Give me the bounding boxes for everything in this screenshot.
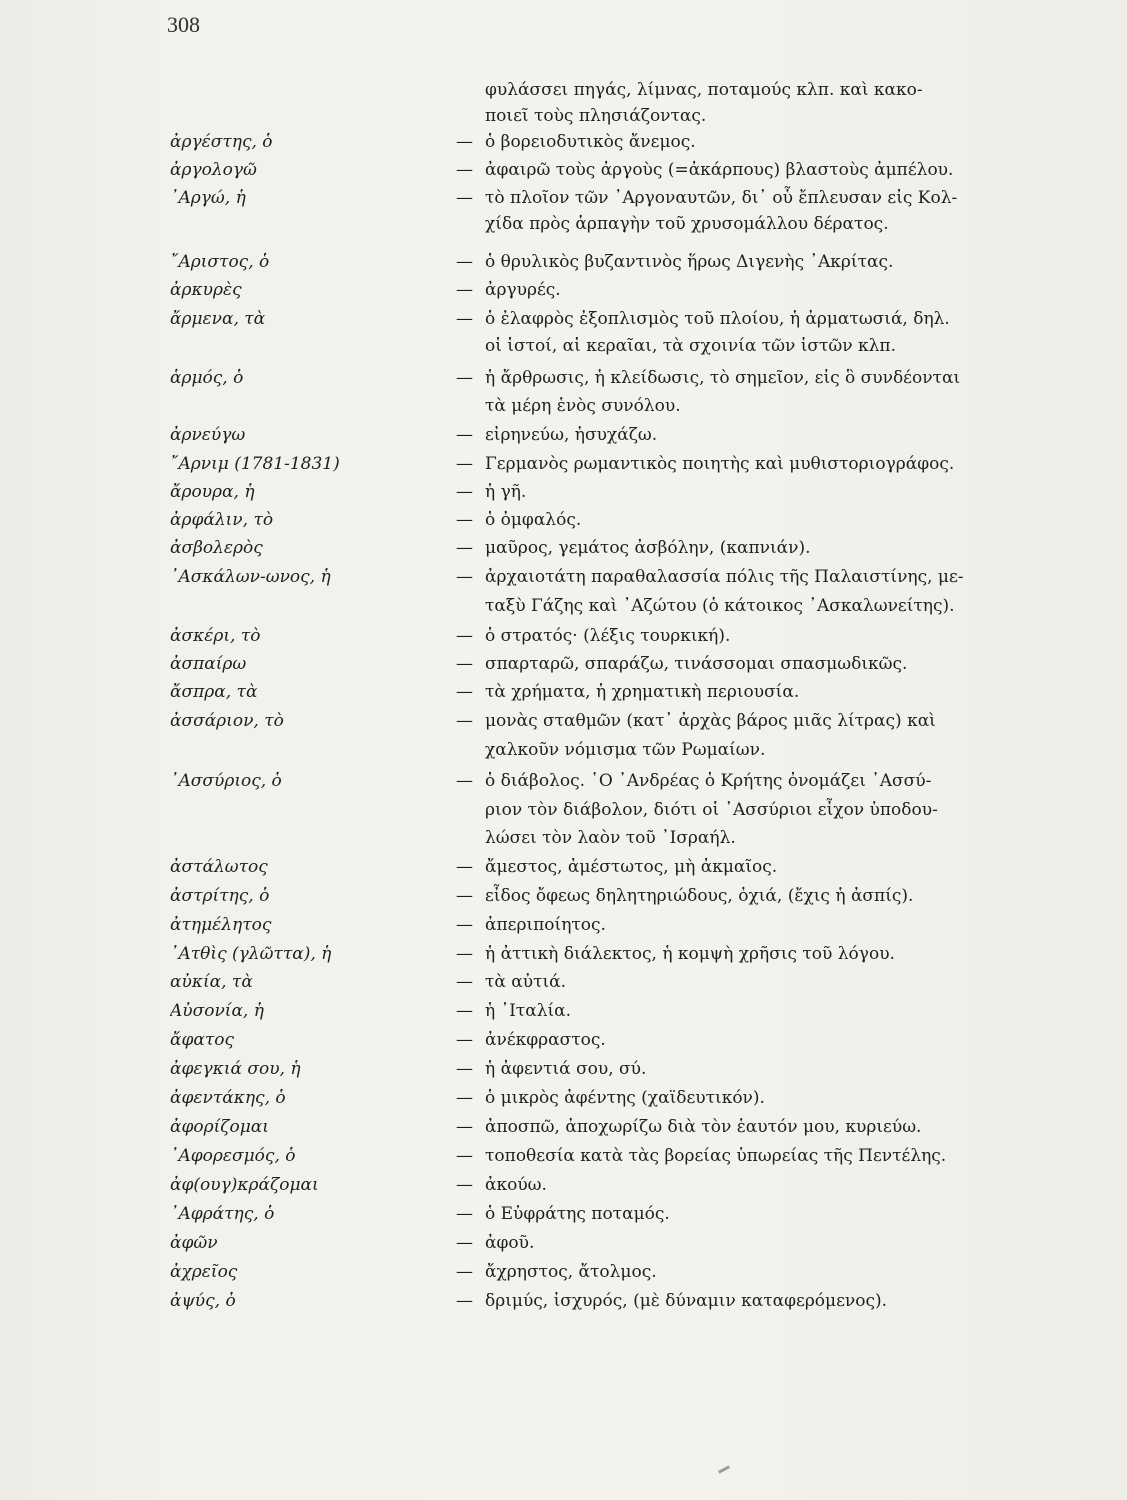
- headword: ἀστρίτης, ὁ: [170, 886, 270, 906]
- headword: ἀρκυρὲς: [170, 280, 242, 300]
- dash: —: [456, 654, 473, 674]
- definition-line: τὰ μέρη ἑνὸς συνόλου.: [485, 396, 681, 416]
- definition-line: ὁ ἐλαφρὸς ἐξοπλισμὸς τοῦ πλοίου, ἡ ἀρματωσιά, δηλ.: [485, 309, 950, 329]
- definition-line: ὁ Εὐφράτης ποταμός.: [485, 1204, 670, 1224]
- dash: —: [456, 454, 473, 474]
- definition-line: τὸ πλοῖον τῶν ᾽Αργοναυτῶν, δι᾽ οὗ ἔπλευσαν εἰς Κολ-: [485, 188, 958, 208]
- headword: ῎Αρνιμ (1781-1831): [170, 454, 340, 474]
- headword: ἀφορίζομαι: [170, 1117, 269, 1137]
- definition-line: ὁ θρυλικὸς βυζαντινὸς ἥρως Διγενὴς ᾽Ακρίτας.: [485, 252, 894, 272]
- dash: —: [456, 857, 473, 877]
- entry-row: [0, 1142, 1127, 1170]
- dash: —: [456, 1146, 473, 1166]
- entry-row: [0, 767, 1127, 795]
- headword: ἄφατος: [170, 1030, 235, 1050]
- definition-line: ἀρχαιοτάτη παραθαλασσία πόλις τῆς Παλαιστίνης, με-: [485, 567, 964, 587]
- definition-line: ὁ βορειοδυτικὸς ἄνεμος.: [485, 132, 696, 152]
- definition-line: τοποθεσία κατὰ τὰς βορείας ὑπωρείας τῆς Πεντέλης.: [485, 1146, 947, 1166]
- definition-line: ριον τὸν διάβολον, διότι οἱ ᾽Ασσύριοι εἶχον ὑποδου-: [485, 800, 938, 820]
- dash: —: [456, 1001, 473, 1021]
- definition-line: σπαρταρῶ, σπαράζω, τινάσσομαι σπασμωδικῶς.: [485, 654, 908, 674]
- dash: —: [456, 538, 473, 558]
- definition-line: ὁ ὀμφαλός.: [485, 510, 582, 530]
- entry-row: [0, 1258, 1127, 1286]
- dash: —: [456, 1291, 473, 1311]
- definition-line: ἡ γῆ.: [485, 482, 527, 502]
- entry-row: [0, 968, 1127, 996]
- definition-line: μονὰς σταθμῶν (κατ᾽ ἀρχὰς βάρος μιᾶς λίτρας) καὶ: [485, 711, 936, 731]
- headword: Αὐσονία, ἡ: [170, 1001, 264, 1021]
- dash: —: [456, 188, 473, 208]
- headword: ᾽Ατθὶς (γλῶττα), ἡ: [170, 944, 332, 964]
- headword: ᾽Ασκάλων-ωνος, ἡ: [170, 567, 331, 587]
- headword: ἀσκέρι, τὸ: [170, 626, 261, 646]
- dash: —: [456, 1030, 473, 1050]
- entry-row: [0, 622, 1127, 650]
- entry-row: [0, 911, 1127, 939]
- entry-row: [0, 534, 1127, 562]
- headword: ᾽Αργώ, ἡ: [170, 188, 246, 208]
- headword: ᾽Αφορεσμός, ὁ: [170, 1146, 296, 1166]
- entry-row: [0, 707, 1127, 735]
- definition-line: ἄχρηστος, ἄτολμος.: [485, 1262, 657, 1282]
- dash: —: [456, 482, 473, 502]
- entry-row: [0, 332, 1127, 360]
- headword: ἀσβολερὸς: [170, 538, 263, 558]
- definition-line: ἀπεριποίητος.: [485, 915, 606, 935]
- headword: ἀργολογῶ: [170, 160, 257, 180]
- definition-line: εἰρηνεύω, ἡσυχάζω.: [485, 425, 658, 445]
- entry-row: [0, 421, 1127, 449]
- entry-row: [0, 592, 1127, 620]
- entry-row: [0, 940, 1127, 968]
- dash: —: [456, 368, 473, 388]
- entry-row: [0, 184, 1127, 212]
- definition-line: ὁ διάβολος. ῾Ο ᾽Ανδρέας ὁ Κρήτης ὀνομάζει ᾽Ασσύ-: [485, 771, 932, 791]
- entry-row: [0, 1055, 1127, 1083]
- definition-line: ἡ ἀφεντιά σου, σύ.: [485, 1059, 647, 1079]
- definition-line: τὰ αὐτιά.: [485, 972, 567, 992]
- headword: ἀψύς, ὁ: [170, 1291, 236, 1311]
- entry-row: [0, 392, 1127, 420]
- headword: ᾽Αφράτης, ὁ: [170, 1204, 275, 1224]
- definition-line: ἀφοῦ.: [485, 1233, 535, 1253]
- dash: —: [456, 1204, 473, 1224]
- headword: ἀφεγκιά σου, ἡ: [170, 1059, 301, 1079]
- definition-line: οἱ ἱστοί, αἱ κεραῖαι, τὰ σχοινία τῶν ἱστῶν κλπ.: [485, 336, 896, 356]
- dash: —: [456, 886, 473, 906]
- headword: ἁρμός, ὁ: [170, 368, 244, 388]
- entry-row: [0, 997, 1127, 1025]
- headword: ἄρμενα, τὰ: [170, 309, 266, 329]
- entry-row: [0, 248, 1127, 276]
- entry-row: [0, 364, 1127, 392]
- headword: ἄρουρα, ἡ: [170, 482, 255, 502]
- definition-line: ἀποσπῶ, ἀποχωρίζω διὰ τὸν ἑαυτόν μου, κυριεύω.: [485, 1117, 922, 1137]
- entry-row: [0, 796, 1127, 824]
- headword: ἀφ(ουγ)κράζομαι: [170, 1175, 319, 1195]
- dash: —: [456, 132, 473, 152]
- definition-line: χαλκοῦν νόμισμα τῶν Ρωμαίων.: [485, 740, 766, 760]
- headword: ῎Αριστος, ὁ: [170, 252, 270, 272]
- entry-row: [0, 450, 1127, 478]
- definition-line: ἡ ἀττικὴ διάλεκτος, ἡ κομψὴ χρῆσις τοῦ λόγου.: [485, 944, 895, 964]
- definition-line: ἡ ᾽Ιταλία.: [485, 1001, 572, 1021]
- page-number: 308: [167, 12, 200, 37]
- dash: —: [456, 1117, 473, 1137]
- definition-line: εἶδος ὄφεως δηλητηριώδους, ὀχιά, (ἔχις ἡ ἀσπίς).: [485, 886, 914, 906]
- dash: —: [456, 1088, 473, 1108]
- headword: ἀργέστης, ὁ: [170, 132, 273, 152]
- dash: —: [456, 567, 473, 587]
- headword: ἀχρεῖος: [170, 1262, 238, 1282]
- definition-line: ἀκούω.: [485, 1175, 547, 1195]
- entry-row: [0, 276, 1127, 304]
- entry-row: [0, 210, 1127, 238]
- entry-row: [0, 1287, 1127, 1315]
- headword: ἀρνεύγω: [170, 425, 246, 445]
- entry-row: [0, 1113, 1127, 1141]
- entry-row: [0, 305, 1127, 333]
- definition-line: χίδα πρὸς ἁρπαγὴν τοῦ χρυσομάλλου δέρατος.: [485, 214, 889, 234]
- entry-row: [0, 1171, 1127, 1199]
- definition-line: τὰ χρήματα, ἡ χρηματικὴ περιουσία.: [485, 682, 800, 702]
- entry-row: [0, 1026, 1127, 1054]
- entry-row: [0, 824, 1127, 852]
- definition-line: ἀφαιρῶ τοὺς ἀργοὺς (=ἀκάρπους) βλαστοὺς ἀμπέλου.: [485, 160, 954, 180]
- entry-row: [0, 563, 1127, 591]
- definition-line: φυλάσσει πηγάς, λίμνας, ποταμούς κλπ. καὶ κακο-: [485, 80, 923, 100]
- entry-row: [0, 506, 1127, 534]
- entry-row: [0, 736, 1127, 764]
- dash: —: [456, 160, 473, 180]
- dash: —: [456, 309, 473, 329]
- headword: αὐκία, τὰ: [170, 972, 253, 992]
- entry-row: [0, 102, 1127, 130]
- dash: —: [456, 626, 473, 646]
- headword: ἀτημέλητος: [170, 915, 272, 935]
- entry-row: [0, 678, 1127, 706]
- definition-line: μαῦρος, γεμάτος ἀσβόλην, (καπνιάν).: [485, 538, 811, 558]
- headword: ἀστάλωτος: [170, 857, 268, 877]
- definition-line: ἄμεστος, ἀμέστωτος, μὴ ἀκμαῖος.: [485, 857, 778, 877]
- entry-row: [0, 853, 1127, 881]
- dash: —: [456, 252, 473, 272]
- headword: ἀφῶν: [170, 1233, 218, 1253]
- headword: ᾽Ασσύριος, ὁ: [170, 771, 282, 791]
- dash: —: [456, 425, 473, 445]
- dash: —: [456, 1175, 473, 1195]
- entry-row: [0, 1200, 1127, 1228]
- definition-line: δριμύς, ἰσχυρός, (μὲ δύναμιν καταφερόμενος).: [485, 1291, 888, 1311]
- dash: —: [456, 1059, 473, 1079]
- dash: —: [456, 1233, 473, 1253]
- dash: —: [456, 280, 473, 300]
- entry-row: [0, 76, 1127, 104]
- dash: —: [456, 944, 473, 964]
- headword: ἀρφάλιν, τὸ: [170, 510, 274, 530]
- definition-line: ποιεῖ τοὺς πλησιάζοντας.: [485, 106, 707, 126]
- definition-line: ὁ στρατός· (λέξις τουρκική).: [485, 626, 731, 646]
- dash: —: [456, 510, 473, 530]
- headword: ἀσσάριον, τὸ: [170, 711, 284, 731]
- dash: —: [456, 1262, 473, 1282]
- definition-line: ταξὺ Γάζης καὶ ᾽Αζώτου (ὁ κάτοικος ᾽Ασκαλωνείτης).: [485, 596, 955, 616]
- entry-row: [0, 1229, 1127, 1257]
- definition-line: ὁ μικρὸς ἀφέντης (χαϊδευτικόν).: [485, 1088, 765, 1108]
- entry-row: [0, 478, 1127, 506]
- headword: ἀσπαίρω: [170, 654, 247, 674]
- dash: —: [456, 771, 473, 791]
- dash: —: [456, 682, 473, 702]
- definition-line: ἡ ἄρθρωσις, ἡ κλείδωσις, τὸ σημεῖον, εἰς ὃ συνδέονται: [485, 368, 961, 388]
- entry-row: [0, 650, 1127, 678]
- definition-line: ἀργυρές.: [485, 280, 561, 300]
- entry-row: [0, 882, 1127, 910]
- definition-line: ἀνέκφραστος.: [485, 1030, 606, 1050]
- dash: —: [456, 972, 473, 992]
- entry-row: [0, 156, 1127, 184]
- entry-row: [0, 128, 1127, 156]
- dash: —: [456, 915, 473, 935]
- dash: —: [456, 711, 473, 731]
- headword: ἀφεντάκης, ὁ: [170, 1088, 286, 1108]
- entry-row: [0, 1084, 1127, 1112]
- definition-line: Γερμανὸς ρωμαντικὸς ποιητὴς καὶ μυθιστοριογράφος.: [485, 454, 955, 474]
- definition-line: λώσει τὸν λαὸν τοῦ ᾽Ισραήλ.: [485, 828, 736, 848]
- headword: ἄσπρα, τὰ: [170, 682, 258, 702]
